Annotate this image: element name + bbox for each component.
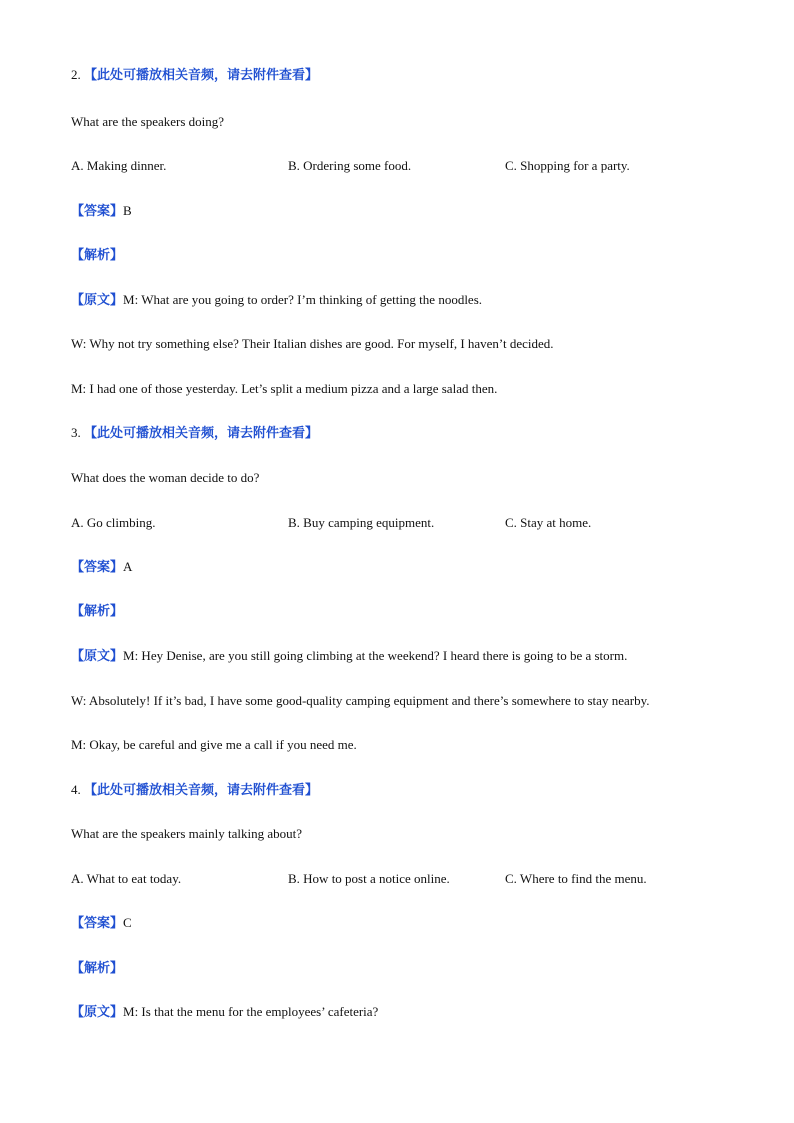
transcript-text: M: Is that the menu for the employees’ cafeteria? (123, 1004, 379, 1019)
audio-notice: 【此处可播放相关音频，请去附件查看】 (84, 67, 319, 82)
option-a: A. Go climbing. (71, 515, 156, 530)
answer-label: 【答案】 (71, 203, 124, 218)
transcript-text: M: What are you going to order? I’m thinking of getting the noodles. (123, 292, 483, 307)
option-c: C. Where to find the menu. (505, 871, 647, 886)
question-2-text: What are the speakers doing? (71, 114, 225, 129)
question-3-transcript-line-1 (71, 647, 754, 665)
question-2-transcript-line-1 (71, 291, 754, 309)
question-4-header (71, 781, 754, 799)
question-4-transcript-line-1 (71, 1003, 754, 1021)
audio-notice: 【此处可播放相关音频，请去附件查看】 (84, 425, 319, 440)
question-2-transcript-line-2: W: Why not try something else? Their Italian dishes are good. For myself, I haven’t decided. (71, 336, 554, 351)
question-3-analysis (71, 602, 754, 620)
option-c: C. Shopping for a party. (505, 158, 630, 173)
question-3-header (71, 424, 754, 442)
question-2-transcript-line-3: M: I had one of those yesterday. Let’s split a medium pizza and a large salad then. (71, 381, 498, 396)
question-2-analysis (71, 246, 754, 264)
question-number: 2. (71, 67, 81, 82)
question-3-answer (71, 558, 754, 576)
answer-value: B (123, 203, 132, 218)
option-c: C. Stay at home. (505, 515, 592, 530)
analysis-label: 【解析】 (71, 960, 124, 975)
transcript-label: 【原文】 (71, 292, 124, 307)
analysis-label: 【解析】 (71, 247, 124, 262)
option-b: B. Ordering some food. (288, 158, 412, 173)
option-a: A. Making dinner. (71, 158, 167, 173)
question-3-transcript-line-2: W: Absolutely! If it’s bad, I have some good-quality camping equipment and there’s somewhere to stay nearby. (71, 693, 650, 708)
question-4-text: What are the speakers mainly talking about? (71, 826, 303, 841)
transcript-text: M: Hey Denise, are you still going climbing at the weekend? I heard there is going to be a storm. (123, 648, 628, 663)
question-3-transcript-line-3: M: Okay, be careful and give me a call if you need me. (71, 737, 357, 752)
question-number: 3. (71, 425, 81, 440)
option-b: B. How to post a notice online. (288, 871, 450, 886)
question-2-answer (71, 202, 754, 220)
transcript-label: 【原文】 (71, 648, 124, 663)
answer-label: 【答案】 (71, 915, 124, 930)
answer-label: 【答案】 (71, 559, 124, 574)
answer-value: A (123, 559, 133, 574)
question-4-answer (71, 914, 754, 932)
question-3-text: What does the woman decide to do? (71, 470, 260, 485)
question-2-header (71, 66, 754, 84)
answer-value: C (123, 915, 132, 930)
analysis-label: 【解析】 (71, 603, 124, 618)
question-number: 4. (71, 782, 81, 797)
question-4-analysis (71, 959, 754, 977)
option-b: B. Buy camping equipment. (288, 515, 435, 530)
audio-notice: 【此处可播放相关音频，请去附件查看】 (84, 782, 319, 797)
option-a: A. What to eat today. (71, 871, 182, 886)
transcript-label: 【原文】 (71, 1004, 124, 1019)
